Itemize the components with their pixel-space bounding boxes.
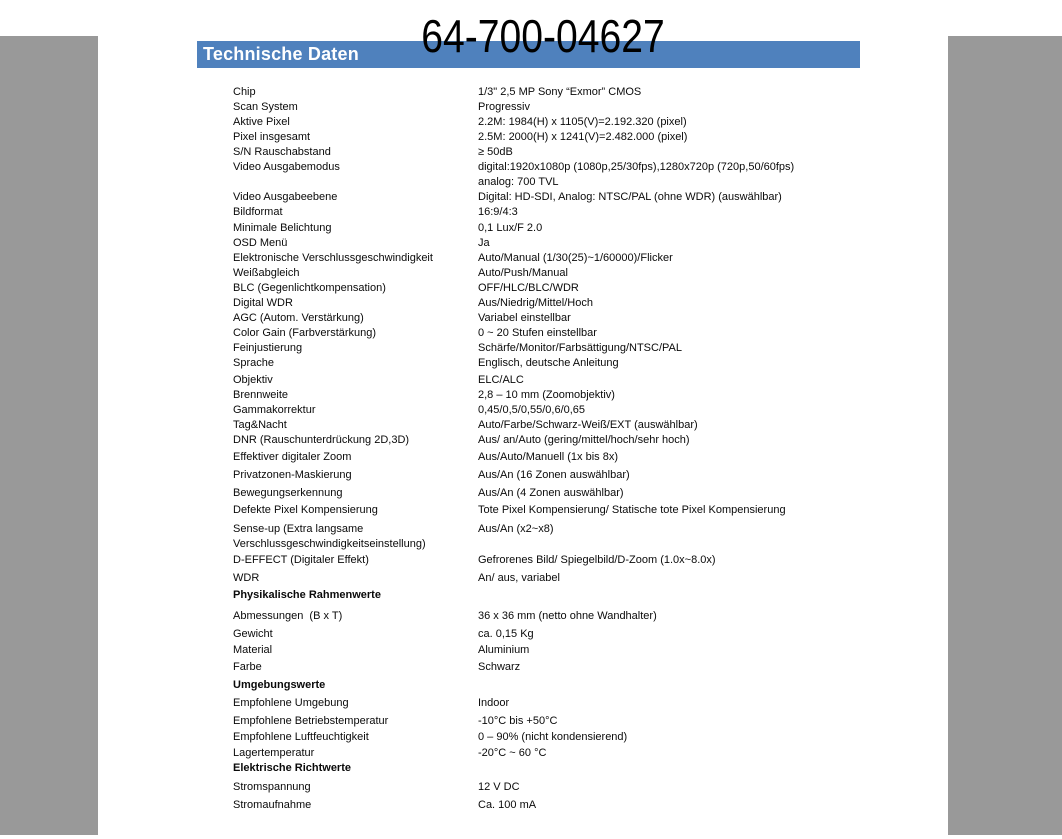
spec-row bbox=[233, 266, 903, 281]
spec-row bbox=[233, 356, 903, 371]
spec-section-header bbox=[233, 588, 903, 603]
spec-label: DNR (Rauschunterdrückung 2D,3D) bbox=[233, 434, 410, 446]
spec-label: D-EFFECT (Digitaler Effekt) bbox=[233, 554, 369, 566]
spec-label: Defekte Pixel Kompensierung bbox=[233, 504, 378, 516]
spec-row bbox=[233, 205, 903, 220]
doc-number: 64-700-04627 bbox=[421, 10, 665, 62]
spec-row bbox=[233, 450, 903, 465]
left-margin-bar bbox=[0, 36, 98, 835]
spec-label: Umgebungswerte bbox=[233, 679, 326, 691]
spec-value: Auto/Push/Manual bbox=[478, 267, 568, 279]
spec-value: -20°C ~ 60 °C bbox=[478, 747, 547, 759]
spec-label: S/N Rauschabstand bbox=[233, 146, 331, 158]
spec-label: Elektronische Verschlussgeschwindigkeit bbox=[233, 252, 433, 264]
spec-value: Aluminium bbox=[478, 644, 530, 656]
spec-row bbox=[233, 341, 903, 356]
spec-label: Empfohlene Betriebstemperatur bbox=[233, 715, 389, 727]
spec-row bbox=[233, 145, 903, 160]
spec-row bbox=[233, 798, 903, 813]
spec-row bbox=[233, 714, 903, 729]
spec-label: Empfohlene Luftfeuchtigkeit bbox=[233, 731, 369, 743]
spec-value: Gefrorenes Bild/ Spiegelbild/D-Zoom (1.0x~8.0x) bbox=[478, 554, 716, 566]
spec-label: Brennweite bbox=[233, 389, 289, 401]
spec-row bbox=[233, 403, 903, 418]
spec-value: Ja bbox=[478, 237, 490, 249]
spec-row bbox=[233, 311, 903, 326]
spec-value: 0,45/0,5/0,55/0,6/0,65 bbox=[478, 404, 586, 416]
spec-value: Aus/Auto/Manuell (1x bis 8x) bbox=[478, 451, 619, 463]
spec-label: Effektiver digitaler Zoom bbox=[233, 451, 352, 463]
spec-row bbox=[233, 696, 903, 711]
spec-row bbox=[233, 486, 903, 501]
spec-label: Chip bbox=[233, 86, 256, 98]
spec-value: Variabel einstellbar bbox=[478, 312, 571, 324]
spec-row bbox=[233, 660, 903, 675]
spec-label: OSD Menü bbox=[233, 237, 288, 249]
spec-value: 0 – 90% (nicht kondensierend) bbox=[478, 731, 628, 743]
spec-row bbox=[233, 609, 903, 624]
spec-value: ca. 0,15 Kg bbox=[478, 628, 534, 640]
spec-value: 0 ~ 20 Stufen einstellbar bbox=[478, 327, 597, 339]
spec-label: Bewegungserkennung bbox=[233, 487, 343, 499]
spec-value: Aus/An (x2~x8) bbox=[478, 523, 554, 535]
spec-value: 12 V DC bbox=[478, 781, 520, 793]
spec-row bbox=[233, 730, 903, 745]
spec-row bbox=[233, 503, 903, 518]
spec-value: 2,8 – 10 mm (Zoomobjektiv) bbox=[478, 389, 615, 401]
spec-row bbox=[233, 433, 903, 448]
spec-value: Aus/ an/Auto (gering/mittel/hoch/sehr hoch) bbox=[478, 434, 690, 446]
spec-value: -10°C bis +50°C bbox=[478, 715, 558, 727]
spec-label: Physikalische Rahmenwerte bbox=[233, 589, 381, 601]
spec-value: Schärfe/Monitor/Farbsättigung/NTSC/PAL bbox=[478, 342, 682, 354]
spec-label: Tag&Nacht bbox=[233, 419, 287, 431]
spec-row bbox=[233, 160, 903, 190]
spec-row bbox=[233, 468, 903, 483]
spec-label: Material bbox=[233, 644, 273, 656]
spec-value: Progressiv bbox=[478, 101, 530, 113]
spec-label: Weißabgleich bbox=[233, 267, 300, 279]
spec-table bbox=[233, 85, 903, 813]
spec-section-header bbox=[233, 678, 903, 693]
spec-label: Stromaufnahme bbox=[233, 799, 312, 811]
right-margin-bar bbox=[948, 36, 1062, 835]
spec-label: Digital WDR bbox=[233, 297, 293, 309]
spec-value: Tote Pixel Kompensierung/ Statische tote Pixel Kompensierung bbox=[478, 504, 786, 516]
spec-row bbox=[233, 100, 903, 115]
spec-label: Video Ausgabeebene bbox=[233, 191, 338, 203]
spec-value: Ca. 100 mA bbox=[478, 799, 537, 811]
spec-value: Schwarz bbox=[478, 661, 521, 673]
spec-value: 2.2M: 1984(H) x 1105(V)=2.192.320 (pixel) bbox=[478, 116, 687, 128]
spec-value: ≥ 50dB bbox=[478, 146, 513, 158]
spec-value: Auto/Farbe/Schwarz-Weiß/EXT (auswählbar) bbox=[478, 419, 698, 431]
spec-value: Englisch, deutsche Anleitung bbox=[478, 357, 619, 369]
spec-value: Aus/An (4 Zonen auswählbar) bbox=[478, 487, 624, 499]
spec-value: Indoor bbox=[478, 697, 510, 709]
spec-label: Gammakorrektur bbox=[233, 404, 316, 416]
spec-label: Farbe bbox=[233, 661, 262, 673]
spec-value: ELC/ALC bbox=[478, 374, 524, 386]
spec-label: Video Ausgabemodus bbox=[233, 161, 340, 173]
spec-row bbox=[233, 296, 903, 311]
spec-value: 36 x 36 mm (netto ohne Wandhalter) bbox=[478, 610, 657, 622]
spec-row bbox=[233, 190, 903, 205]
spec-row bbox=[233, 522, 903, 552]
spec-label: WDR bbox=[233, 572, 260, 584]
spec-row bbox=[233, 553, 903, 568]
spec-label: Sprache bbox=[233, 357, 274, 369]
spec-value: 2.5M: 2000(H) x 1241(V)=2.482.000 (pixel) bbox=[478, 131, 688, 143]
spec-value: An/ aus, variabel bbox=[478, 572, 560, 584]
spec-label: Privatzonen-Maskierung bbox=[233, 469, 352, 481]
spec-label: Sense-up (Extra langsame Verschlussgeschwindigkeitseinstellung) bbox=[233, 523, 426, 550]
spec-label: Scan System bbox=[233, 101, 298, 113]
spec-row bbox=[233, 643, 903, 658]
spec-row bbox=[233, 281, 903, 296]
spec-label: BLC (Gegenlichtkompensation) bbox=[233, 282, 386, 294]
spec-row bbox=[233, 746, 903, 761]
spec-row bbox=[233, 115, 903, 130]
spec-label: Gewicht bbox=[233, 628, 273, 640]
spec-label: AGC (Autom. Verstärkung) bbox=[233, 312, 364, 324]
spec-label: Abmessungen (B x T) bbox=[233, 610, 343, 622]
spec-row bbox=[233, 780, 903, 795]
spec-value bbox=[478, 160, 903, 190]
spec-row bbox=[233, 373, 903, 388]
spec-row bbox=[233, 418, 903, 433]
spec-row bbox=[233, 388, 903, 403]
spec-label: Pixel insgesamt bbox=[233, 131, 311, 143]
spec-value-line: digital:1920x1080p (1080p,25/30fps),1280x720p (720p,50/60fps) bbox=[478, 161, 795, 173]
spec-row bbox=[233, 130, 903, 145]
spec-value: 1/3" 2,5 MP Sony “Exmor” CMOS bbox=[478, 86, 642, 98]
spec-label: Empfohlene Umgebung bbox=[233, 697, 349, 709]
page-title: Technische Daten bbox=[203, 44, 359, 64]
spec-value: Aus/Niedrig/Mittel/Hoch bbox=[478, 297, 593, 309]
spec-value: OFF/HLC/BLC/WDR bbox=[478, 282, 579, 294]
spec-value-line: analog: 700 TVL bbox=[478, 176, 559, 188]
spec-value: Digital: HD-SDI, Analog: NTSC/PAL (ohne WDR) (auswählbar) bbox=[478, 191, 782, 203]
spec-label: Elektrische Richtwerte bbox=[233, 762, 351, 774]
spec-label: Bildformat bbox=[233, 206, 283, 218]
spec-row bbox=[233, 221, 903, 236]
spec-section-header bbox=[233, 761, 903, 776]
spec-row bbox=[233, 571, 903, 586]
spec-value: Auto/Manual (1/30(25)~1/60000)/Flicker bbox=[478, 252, 673, 264]
spec-row bbox=[233, 326, 903, 341]
spec-row bbox=[233, 85, 903, 100]
spec-label: Objektiv bbox=[233, 374, 273, 386]
spec-label: Aktive Pixel bbox=[233, 116, 290, 128]
spec-value: Aus/An (16 Zonen auswählbar) bbox=[478, 469, 630, 481]
spec-value: 16:9/4:3 bbox=[478, 206, 518, 218]
spec-row bbox=[233, 251, 903, 266]
spec-label: Stromspannung bbox=[233, 781, 311, 793]
spec-value: 0,1 Lux/F 2.0 bbox=[478, 222, 543, 234]
spec-label: Lagertemperatur bbox=[233, 747, 315, 759]
spec-row bbox=[233, 236, 903, 251]
spec-label: Color Gain (Farbverstärkung) bbox=[233, 327, 377, 339]
spec-label: Minimale Belichtung bbox=[233, 222, 332, 234]
spec-row bbox=[233, 627, 903, 642]
spec-label: Feinjustierung bbox=[233, 342, 303, 354]
